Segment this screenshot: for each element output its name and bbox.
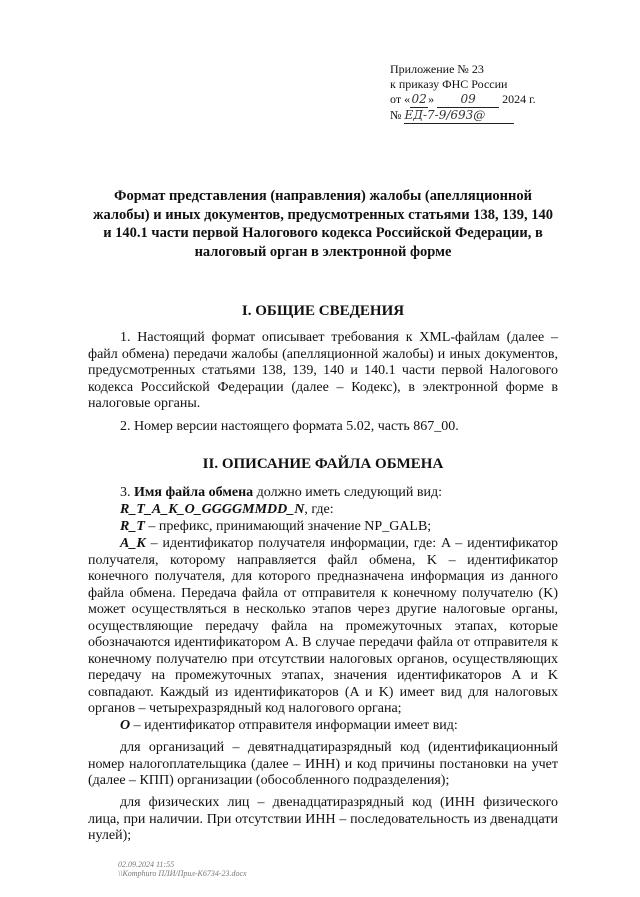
- appendix-line-1: Приложение № 23: [390, 62, 484, 76]
- section-2-heading: II. ОПИСАНИЕ ФАЙЛА ОБМЕНА: [202, 456, 444, 472]
- o-definition: O – идентификатор отправителя информации имеет вид:: [120, 718, 458, 733]
- appendix-number-value: ЕД-7-9/693@: [404, 108, 514, 124]
- appendix-line-2: к приказу ФНС России: [390, 77, 508, 91]
- o-term: O: [120, 718, 131, 733]
- section-1-heading: I. ОБЩИЕ СВЕДЕНИЯ: [241, 303, 405, 319]
- file-name-term: Имя файла обмена: [134, 485, 254, 500]
- ak-definition: A_K – идентификатор получателя информации, где: A – идентификатор получателя, которому направляется файл обмена, K – идентификатор конечного получателя, для которого предназначена информация из данного файла обмена. Передача файла от отправителя к конечному получателю (K) может осуществляться в несколько этапов через другие налоговые органы, осуществляющие передачу файла на промежуточных этапах, которые обозначаются идентификатором A. В случае передачи файла от отправителя к конечному получателю при отсутствии налоговых органов, осуществляющих передачу на промежуточных этапах, значения идентификаторов A и K совпадают. Каждый из идентификаторов (A и K) имеет вид для налоговых органов – четырехразрядный код налогового органа;: [88, 536, 558, 716]
- appendix-date-line: от «02» 09 2024 г.: [390, 92, 536, 106]
- appendix-date-day: 02: [411, 92, 427, 106]
- document-title: Формат представления (направления) жалобы (апелляционной жалобы) и иных документов, предусмотренных статьями 138, 139, 140 и 140.1 части первой Налогового кодекса Российской Федерации, в налоговый орган в электронной форме: [92, 188, 554, 260]
- file-name-pattern: R_T_A_K_O_GGGGMMDD_N: [120, 502, 305, 517]
- appendix-block: [390, 62, 536, 124]
- organizations-definition: для организаций – девятнадцатиразрядный код (идентификационный номер налогоплательщика (далее – ИНН) и код причины постановки на учет (далее – КПП) организации (обособленного подразделения);: [88, 740, 558, 788]
- appendix-date-year: 2024 г.: [502, 92, 536, 106]
- paragraph-3: 3. Имя файла обмена должно иметь следующий вид:: [120, 485, 443, 500]
- file-name-pattern-line: R_T_A_K_O_GGGGMMDD_N, где:: [120, 502, 334, 517]
- rt-definition: R_T – префикс, принимающий значение NP_GALB;: [120, 519, 432, 534]
- appendix-number-line: № ЕД-7-9/693@: [390, 108, 536, 124]
- paragraph-1: 1. Настоящий формат описывает требования к XML-файлам (далее – файл обмена) передачи жалобы (апелляционной жалобы) и иных документов, предусмотренных статьями 138, 139, 140 и 140.1 части первой Налогового кодекса Российской Федерации (далее – Кодекс), в электронной форме в налоговые органы.: [88, 330, 558, 411]
- paragraph-2: 2. Номер версии настоящего формата 5.02, часть 867_00.: [120, 419, 459, 434]
- rt-term: R_T: [120, 519, 145, 534]
- file-stamp-footer: 02.09.2024 11:55 \\Komphuro ПЛИ/Прил-К6734-23.docx: [118, 860, 247, 878]
- appendix-date-month: 09: [437, 92, 499, 108]
- individuals-definition: для физических лиц – двенадцатиразрядный код (ИНН физического лица, при наличии. При отсутствии ИНН – последовательность из двенадцати нулей);: [88, 795, 558, 843]
- ak-term: A_K: [120, 536, 146, 551]
